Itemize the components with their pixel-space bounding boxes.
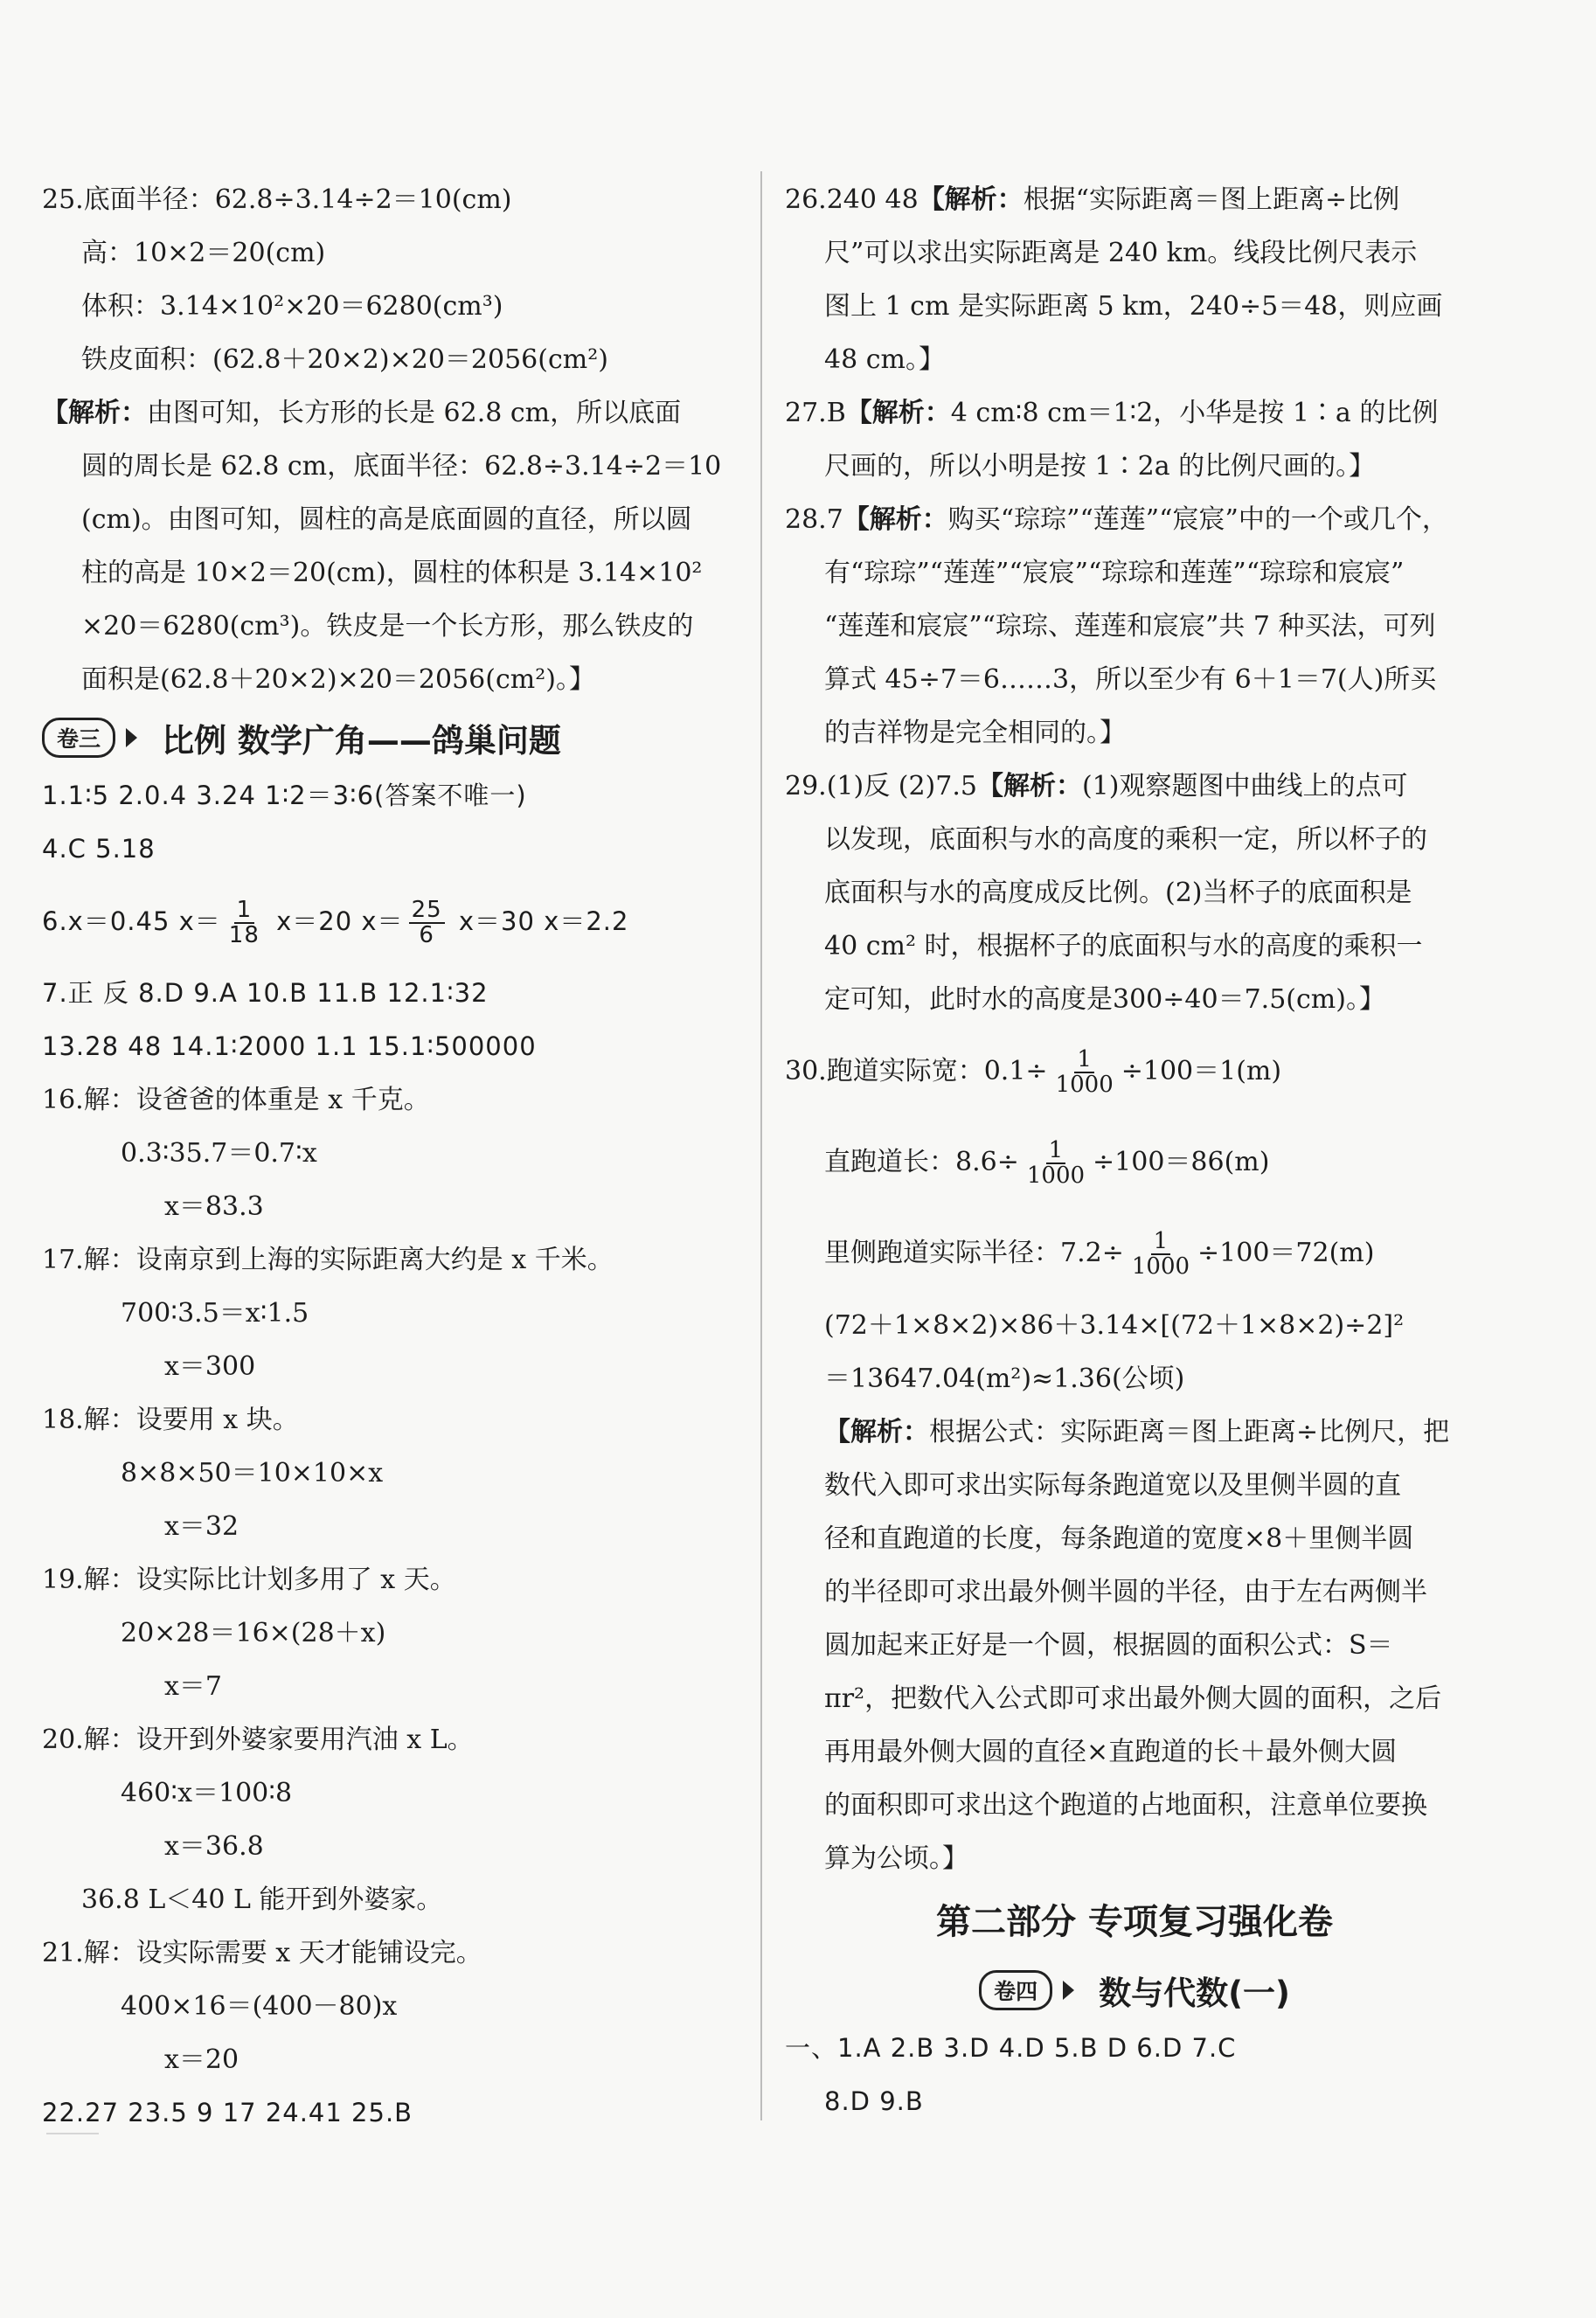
q26-line-2: 尺”可以求出实际距离是 240 km。线段比例尺表示 (824, 238, 1418, 268)
q21-equation: 400×16＝(400－80)x (121, 1991, 398, 2022)
q29-line-5: 定可知，此时水的高度是300÷40＝7.5(cm)。】 (824, 984, 1385, 1015)
q17-heading: 17.解：设南京到上海的实际距离大约是 x 千米。 (42, 1245, 614, 1275)
q30-analysis-4: 的半径即可求出最外侧半圆的半径，由于左右两侧半 (824, 1577, 1427, 1607)
q25-analysis-4: 柱的高是 10×2＝20(cm)，圆柱的体积是 3.14×10² (81, 558, 703, 588)
answers-7-12: 7.正 反 8.D 9.A 10.B 11.B 12.1∶32 (42, 978, 489, 1008)
q30-equation-2: ＝13647.04(m²)≈1.36(公顷) (824, 1364, 1185, 1394)
q30-inner-radius: 里侧跑道实际半径：7.2÷ $\frac{1}{1000}$ ÷100＝72(m) (824, 1227, 1375, 1280)
q26-line-4: 48 cm。】 (824, 344, 945, 375)
fraction: $\frac{1}{1000}$ (1055, 1045, 1114, 1098)
column-divider (760, 171, 762, 2120)
q25-analysis-3: (cm)。由图可知，圆柱的高是底面圆的直径，所以圆 (81, 504, 692, 535)
q20-conclusion: 36.8 L＜40 L 能开到外婆家。 (81, 1884, 443, 1915)
q29-line-1: 29.(1)反 (2)7.5【解析：(1)观察题图中曲线上的点可 (785, 771, 1408, 802)
section4-tag: 卷四 (979, 1970, 1052, 2010)
q25-analysis-5: ×20＝6280(cm³)。铁皮是一个长方形，那么铁皮的 (81, 611, 694, 642)
q25-analysis-2: 圆的周长是 62.8 cm，底面半径：62.8÷3.14÷2＝10 (81, 451, 722, 482)
fraction: $\frac{1}{1000}$ (1131, 1227, 1190, 1280)
q30-analysis-1: 【解析：根据公式：实际距离＝图上距离÷比例尺，把 (824, 1417, 1450, 1447)
arrow-right-icon (126, 728, 137, 747)
q19-heading: 19.解：设实际比计划多用了 x 天。 (42, 1565, 456, 1595)
q18-result: x＝32 (164, 1511, 239, 1542)
q28-line-1: 28.7【解析：购买“琮琮”“莲莲”“宸宸”中的一个或几个， (785, 504, 1448, 535)
q30-analysis-2: 数代入即可求出实际每条跑道宽以及里侧半圆的直 (824, 1470, 1401, 1501)
q27-line-2: 尺画的，所以小明是按 1∶2a 的比例尺画的。】 (824, 451, 1376, 482)
analysis-label: 【解析： (918, 184, 1024, 215)
answers-13-15: 13.28 48 14.1∶2000 1.1 15.1∶500000 (42, 1031, 537, 1061)
answers-22-25: 22.27 23.5 9 17 24.41 25.B (42, 2098, 413, 2127)
q28-line-5: 的吉祥物是完全相同的。】 (824, 718, 1126, 748)
q16-equation: 0.3∶35.7＝0.7∶x (121, 1138, 317, 1169)
q25-volume: 体积：3.14×10²×20＝6280(cm³) (81, 291, 503, 322)
answers-6: 6.x＝0.45 x＝ $\frac{1}{18}$ x＝20 x＝ $\frac{25}{6}$ x＝30 x＝2.2 (42, 896, 629, 948)
section3-header (42, 706, 743, 769)
analysis-label: 【解析： (845, 398, 951, 428)
q30-analysis-9: 算为公顷。】 (824, 1843, 968, 1874)
section3-title: 比例 数学广角——鸽巢问题 (162, 722, 561, 760)
q28-line-3: “莲莲和宸宸”“琮琮、莲莲和宸宸”共 7 种买法，可列 (824, 611, 1436, 642)
right-column (785, 173, 1484, 2128)
q27-line-1: 27.B【解析：4 cm∶8 cm＝1∶2，小华是按 1∶a 的比例 (785, 398, 1439, 428)
q20-heading: 20.解：设开到外婆家要用汽油 x L。 (42, 1725, 474, 1755)
section3-tag: 卷三 (42, 718, 115, 758)
q30-straight-length: 直跑道长：8.6÷ $\frac{1}{1000}$ ÷100＝86(m) (824, 1136, 1270, 1189)
section4-header (785, 1959, 1484, 2022)
analysis-label: 【解析： (42, 398, 147, 428)
answers-1-3: 1.1∶5 2.0.4 3.24 1∶2＝3∶6(答案不唯一) (42, 781, 527, 810)
section4-answers-1: 一、1.A 2.B 3.D 4.D 5.B D 6.D 7.C (785, 2033, 1237, 2063)
q25-area: 铁皮面积：(62.8＋20×2)×20＝2056(cm²) (81, 344, 608, 375)
q26-line-1: 26.240 48【解析：根据“实际距离＝图上距离÷比例 (785, 184, 1400, 215)
q25-radius: 25.底面半径：62.8÷3.14÷2＝10(cm) (42, 184, 512, 215)
q29-line-4: 40 cm² 时，根据杯子的底面积与水的高度的乘积一 (824, 931, 1423, 961)
q17-equation: 700∶3.5＝x∶1.5 (121, 1298, 309, 1329)
q25-analysis-6: 面积是(62.8＋20×2)×20＝2056(cm²)。】 (81, 664, 595, 695)
q16-heading: 16.解：设爸爸的体重是 x 千克。 (42, 1085, 430, 1115)
fraction: $\frac{25}{6}$ (409, 899, 445, 948)
q17-result: x＝300 (164, 1351, 256, 1382)
fraction: $\frac{1}{18}$ (228, 896, 260, 948)
corner-mark (46, 2133, 99, 2134)
q20-equation: 460∶x＝100∶8 (121, 1778, 293, 1808)
q30-analysis-8: 的面积即可求出这个跑道的占地面积，注意单位要换 (824, 1790, 1427, 1821)
arrow-right-icon (1063, 1981, 1074, 2000)
q19-equation: 20×28＝16×(28＋x) (121, 1618, 386, 1648)
q29-line-2: 以发现，底面积与水的高度的乘积一定，所以杯子的 (824, 824, 1427, 855)
q29-line-3: 底面积与水的高度成反比例。(2)当杯子的底面积是 (824, 878, 1412, 908)
q25-analysis-1: 【解析：由图可知，长方形的长是 62.8 cm，所以底面 (42, 398, 682, 428)
fraction: $\frac{1}{1000}$ (1026, 1136, 1086, 1189)
q30-analysis-7: 再用最外侧大圆的直径×直跑道的长＋最外侧大圆 (824, 1737, 1398, 1767)
q28-line-2: 有“琮琮”“莲莲”“宸宸”“琮琮和莲莲”“琮琮和宸宸” (824, 558, 1405, 588)
q30-width: 30.跑道实际宽：0.1÷ $\frac{1}{1000}$ ÷100＝1(m) (785, 1045, 1282, 1098)
answers-4-5: 4.C 5.18 (42, 834, 156, 864)
q30-analysis-5: 圆加起来正好是一个圆，根据圆的面积公式：S＝ (824, 1630, 1393, 1661)
q20-result: x＝36.8 (164, 1831, 264, 1862)
left-column (42, 173, 743, 2140)
q25-height: 高：10×2＝20(cm) (81, 238, 326, 268)
q26-line-3: 图上 1 cm 是实际距离 5 km，240÷5＝48，则应画 (824, 291, 1443, 322)
q30-analysis-3: 径和直跑道的长度，每条跑道的宽度×8＋里侧半圆 (824, 1523, 1414, 1554)
section4-title: 数与代数(一) (1099, 1974, 1290, 2012)
q21-result: x＝20 (164, 2044, 239, 2075)
q21-heading: 21.解：设实际需要 x 天才能铺设完。 (42, 1938, 482, 1968)
q19-result: x＝7 (164, 1671, 223, 1702)
q16-result: x＝83.3 (164, 1191, 264, 1222)
part2-title: 第二部分 专项复习强化卷 (936, 1902, 1333, 1942)
q28-line-4: 算式 45÷7＝6……3，所以至少有 6＋1＝7(人)所买 (824, 664, 1437, 695)
section4-answers-2: 8.D 9.B (824, 2086, 924, 2116)
q30-analysis-6: πr²，把数代入公式即可求出最外侧大圆的面积，之后 (824, 1683, 1442, 1714)
q18-heading: 18.解：设要用 x 块。 (42, 1405, 299, 1435)
analysis-label: 【解析： (976, 771, 1082, 802)
analysis-label: 【解析： (843, 504, 948, 535)
q18-equation: 8×8×50＝10×10×x (121, 1458, 384, 1489)
q30-equation-1: (72＋1×8×2)×86＋3.14×[(72＋1×8×2)÷2]² (824, 1310, 1405, 1341)
analysis-label: 【解析： (824, 1417, 929, 1447)
